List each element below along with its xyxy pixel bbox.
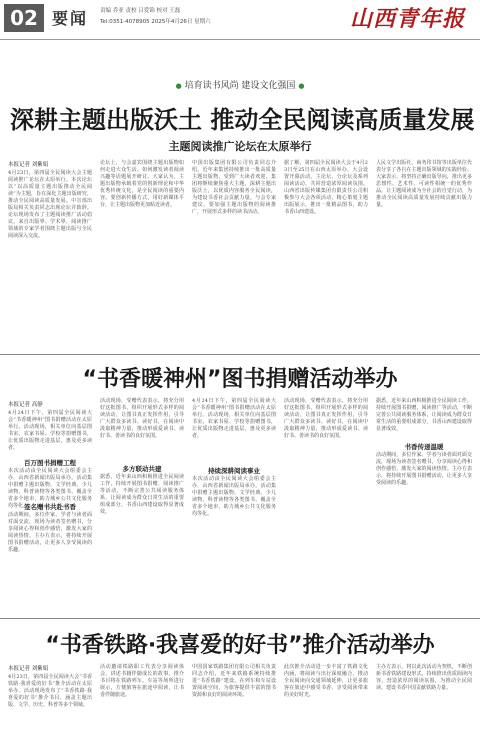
article2-headline: “书香暖神州”图书捐赠活动举办 [82, 367, 398, 392]
article1-column: 论坛上，与会嘉宾围绕主题出版物如何走进大众生活、如何激发读者阅读兴趣等话题展开研讨。大家认为，主题出版物承载着党的创新理论和中华优秀传统文化，是全民阅读的重要内容。要创新传播方式，用好新媒体平台，让主题出版物更加贴近读者。 [100, 160, 184, 208]
bullet-icon: ● [175, 82, 182, 90]
article2-column: 4月24日下午，第四届全民阅读大会“书香暖神州”图书捐赠活动在太原举行。活动现场，相关单位向基层图书室、农家书屋、学校等捐赠图书，让优质出版物走进基层，惠及更多读者。 [8, 410, 92, 451]
page-number: 02 [4, 4, 44, 32]
article2-column: 活动现场，受赠代表表示，将充分用好这批图书，组织开展形式多样的阅读活动，让图书真正发挥作用，引导广大群众多读书、读好书，在阅读中汲取精神力量，推动形成爱读书、读好书、善读书的良好氛围。 [284, 398, 368, 439]
article3-column: 主办方表示，将以此次活动为契机，不断创新书香铁路建设形式，持续推出优质阅读内容，营造浓厚的阅读氛围，为推动全民阅读、建设书香中国贡献铁路力量。 [376, 664, 472, 691]
article1-subheadline: 主题阅读推广论坛在太原举行 [168, 140, 312, 153]
article2-column: 本次活动由全民阅读大会组委会主办，山西省新闻出版局承办。活动集中捐赠主题出版物、文学经典、少儿读物、科普读物等各类图书，覆盖全省多个地市，助力城乡公共文化服务均等化。 [8, 468, 92, 509]
newspaper-masthead-logo: 山西青年报 [350, 6, 466, 32]
article1-column: 人民文学出版社、商务印书馆等出版单位代表分享了各自在主题出版领域的实践经验。大家表示，将坚持正确出版导向，推出更多思想性、艺术性、可读性相统一的优秀作品，让主题阅读成为全社会的自觉行动，为推动全民阅读高质量发展持续贡献出版力量。 [376, 160, 472, 208]
article3-column: 活动邀请铁路职工代表分享阅读体会，讲述书籍伴随成长的故事。推介书目将在铁路列车、车站等场所进行展示，方便旅客在旅途中阅读，让书香伴随旅途。 [100, 664, 184, 698]
article2-column: 活动期间，多位作家、学者与读者面对面交流，现场为读者签名赠书，分享阅读心得和创作感悟，激发大家的阅读热情。主办方表示，将持续开展图书捐赠活动，让更多人享受阅读的乐趣。 [8, 512, 92, 553]
article3-byline: 本报记者 刘紫娟 [8, 666, 49, 672]
article2-subhead: 书香传递温暖 [404, 443, 444, 451]
date-line: Tel:0351-4078905 2025年4月26日 星期六 [100, 19, 211, 25]
article2-column: 活动期间，多位作家、学者与读者面对面交流，现场为读者签名赠书，分享阅读心得和创作感悟，激发大家的阅读热情。主办方表示，将持续开展图书捐赠活动，让更多人享受阅读的乐趣。 [376, 452, 472, 486]
article3-headline: “书香铁路·我喜爱的好书”推介活动举办 [45, 633, 435, 658]
article2-column: 据悉，近年来山西积极推进全民阅读工作，持续开展图书捐赠、阅读推广等活动，不断完善公共阅读服务体系，让阅读成为群众日常生活的重要组成部分，书香山西建设取得显著成效。 [100, 474, 184, 515]
article1-column: 中国出版集团有限公司负责同志介绍，近年来集团持续推出一批高质量主题出版物，受到广大读者欢迎。集团将继续聚焦重大主题，深耕主题出版沃土，以优质内容服务全民阅读，为建设书香社会贡献力量。与会专家建议，要加强主题出版物的阅读推广，开展形式多样的读书活动。 [192, 160, 276, 215]
section-divider [0, 618, 480, 619]
section-title: 要闻 [52, 9, 89, 28]
article2-subhead: 百万图书捐赠工程 [24, 459, 76, 467]
article3-column: 此次推介活动进一步丰富了铁路文化内涵，将阅读与出行深度融合，推动全民阅读向交通领域延伸，让更多旅客在旅途中感受书香，享受阅读带来的美好时光。 [284, 664, 368, 698]
article2-subhead: 持续深耕阅读事业 [208, 467, 260, 475]
article2-column: 据悉，近年来山西积极推进全民阅读工作，持续开展图书捐赠、阅读推广等活动，不断完善公共阅读服务体系，让阅读成为群众日常生活的重要组成部分，书香山西建设取得显著成效。 [376, 398, 472, 432]
article1-byline: 本报记者 刘紫娟 [8, 162, 49, 168]
section-divider [0, 354, 480, 355]
banner-text: 培育读书风尚 建设文化强国 [184, 81, 296, 91]
page-header [0, 0, 480, 40]
article2-column: 4月24日下午，第四届全民阅读大会“书香暖神州”图书捐赠活动在太原举行。活动现场，相关单位向基层图书室、农家书屋、学校等捐赠图书，让优质出版物走进基层，惠及更多读者。 [192, 398, 276, 439]
editor-credits: 责编 乔亚 责校 吕爱锦 校对 王磊 [100, 8, 181, 14]
article2-subhead: 签名赠书共赴书香 [24, 503, 76, 511]
article1-column: 据了解，第四届全民阅读大会于4月23日至25日在山西太原举办，大会设置开幕活动、主论坛、分论坛及系列阅读活动，共同营造浓厚阅读氛围。山西省出版传媒集团有限责任公司积极参与大会各项活动，精心策划主题出版展示，推出一批精品图书，助力书香山西建设。 [284, 160, 368, 215]
article3-column: 中国国家铁路集团有限公司相关负责同志介绍，近年来铁路系统持续推进“书香铁路”建设，在列车和车站设置阅读空间，为旅客提供丰富的图书资源和良好的阅读环境。 [192, 664, 276, 698]
article2-column: 活动现场，受赠代表表示，将充分用好这批图书，组织开展形式多样的阅读活动，让图书真正发挥作用，引导广大群众多读书、读好书，在阅读中汲取精神力量，推动形成爱读书、读好书、善读书的良好氛围。 [100, 398, 184, 439]
bullet-icon: ● [298, 82, 305, 90]
article2-byline: 本报记者 高静 [8, 402, 43, 408]
topic-banner [150, 78, 330, 92]
article1-headline: 深耕主题出版沃土 推动全民阅读高质量发展 [10, 106, 475, 134]
article2-subhead: 多方联动共建 [122, 465, 162, 473]
article1-column: 4月23日，第四届全民阅读大会主题阅读推广论坛在太原举行。本次论坛以“以高质量主题出版推动全民阅读”为主题，旨在深化主题出版研究，推动全民阅读高质量发展。中宣部出版局相关负责同志出席论坛并致辞。论坛现场发布了主题阅读推广活动倡议，来自出版界、学术界、阅读推广领域的专家学者围绕主题出版与全民阅读深入交流。 [8, 170, 92, 239]
article2-column: 本次活动由全民阅读大会组委会主办，山西省新闻出版局承办。活动集中捐赠主题出版物、文学经典、少儿读物、科普读物等各类图书，覆盖全省多个地市，助力城乡公共文化服务均等化。 [192, 476, 276, 517]
article3-column: 4月23日，第四届全民阅读大会“书香铁路·我喜爱的好书”推介活动在太原举办。活动现场发布了“书香铁路·我喜爱的好书”推介书目，涵盖主题出版、文学、历史、科普等多个领域。 [8, 674, 92, 708]
